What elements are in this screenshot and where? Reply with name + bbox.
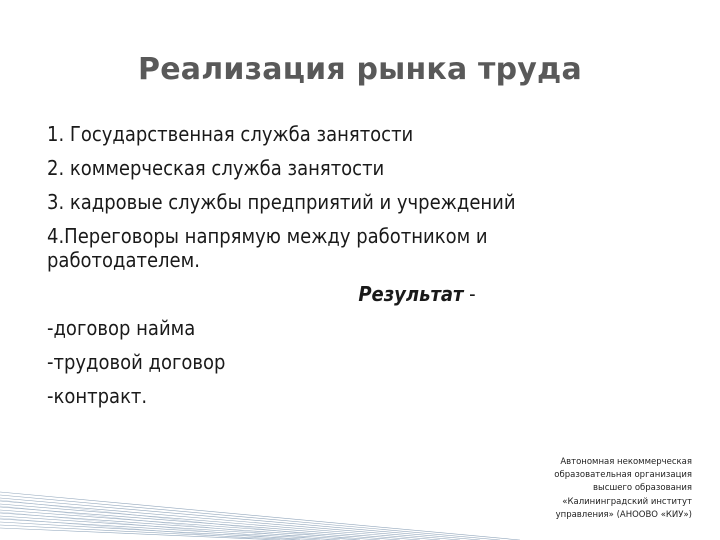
list-item: 4.Переговоры напрямую между работником и работодателем. — [47, 224, 488, 272]
page-title: Реализация рынка труда — [138, 52, 582, 87]
footer-line: высшего образования — [593, 483, 692, 494]
footer-line: Автономная некоммерческая — [560, 457, 692, 467]
footer-line: «Калининградский институт — [562, 496, 692, 507]
footer-line: управления» (АНООВО «КИУ») — [555, 509, 692, 520]
result-item: -трудовой договор — [47, 350, 226, 374]
result-label: Результат — [358, 282, 464, 306]
result-item: -контракт. — [47, 384, 148, 408]
result-item: -договор найма — [47, 316, 196, 340]
result-heading — [47, 282, 667, 306]
list-item: 1. Государственная служба занятости — [47, 122, 414, 146]
decorative-wave-lines — [0, 440, 520, 540]
list-item: 3. кадровые службы предприятий и учреждений — [47, 190, 516, 214]
result-dash: - — [463, 282, 476, 306]
organization-footer — [492, 456, 692, 522]
list-item: 2. коммерческая служба занятости — [47, 156, 385, 180]
content-list — [47, 122, 667, 418]
footer-line: образовательная организация — [554, 470, 692, 481]
